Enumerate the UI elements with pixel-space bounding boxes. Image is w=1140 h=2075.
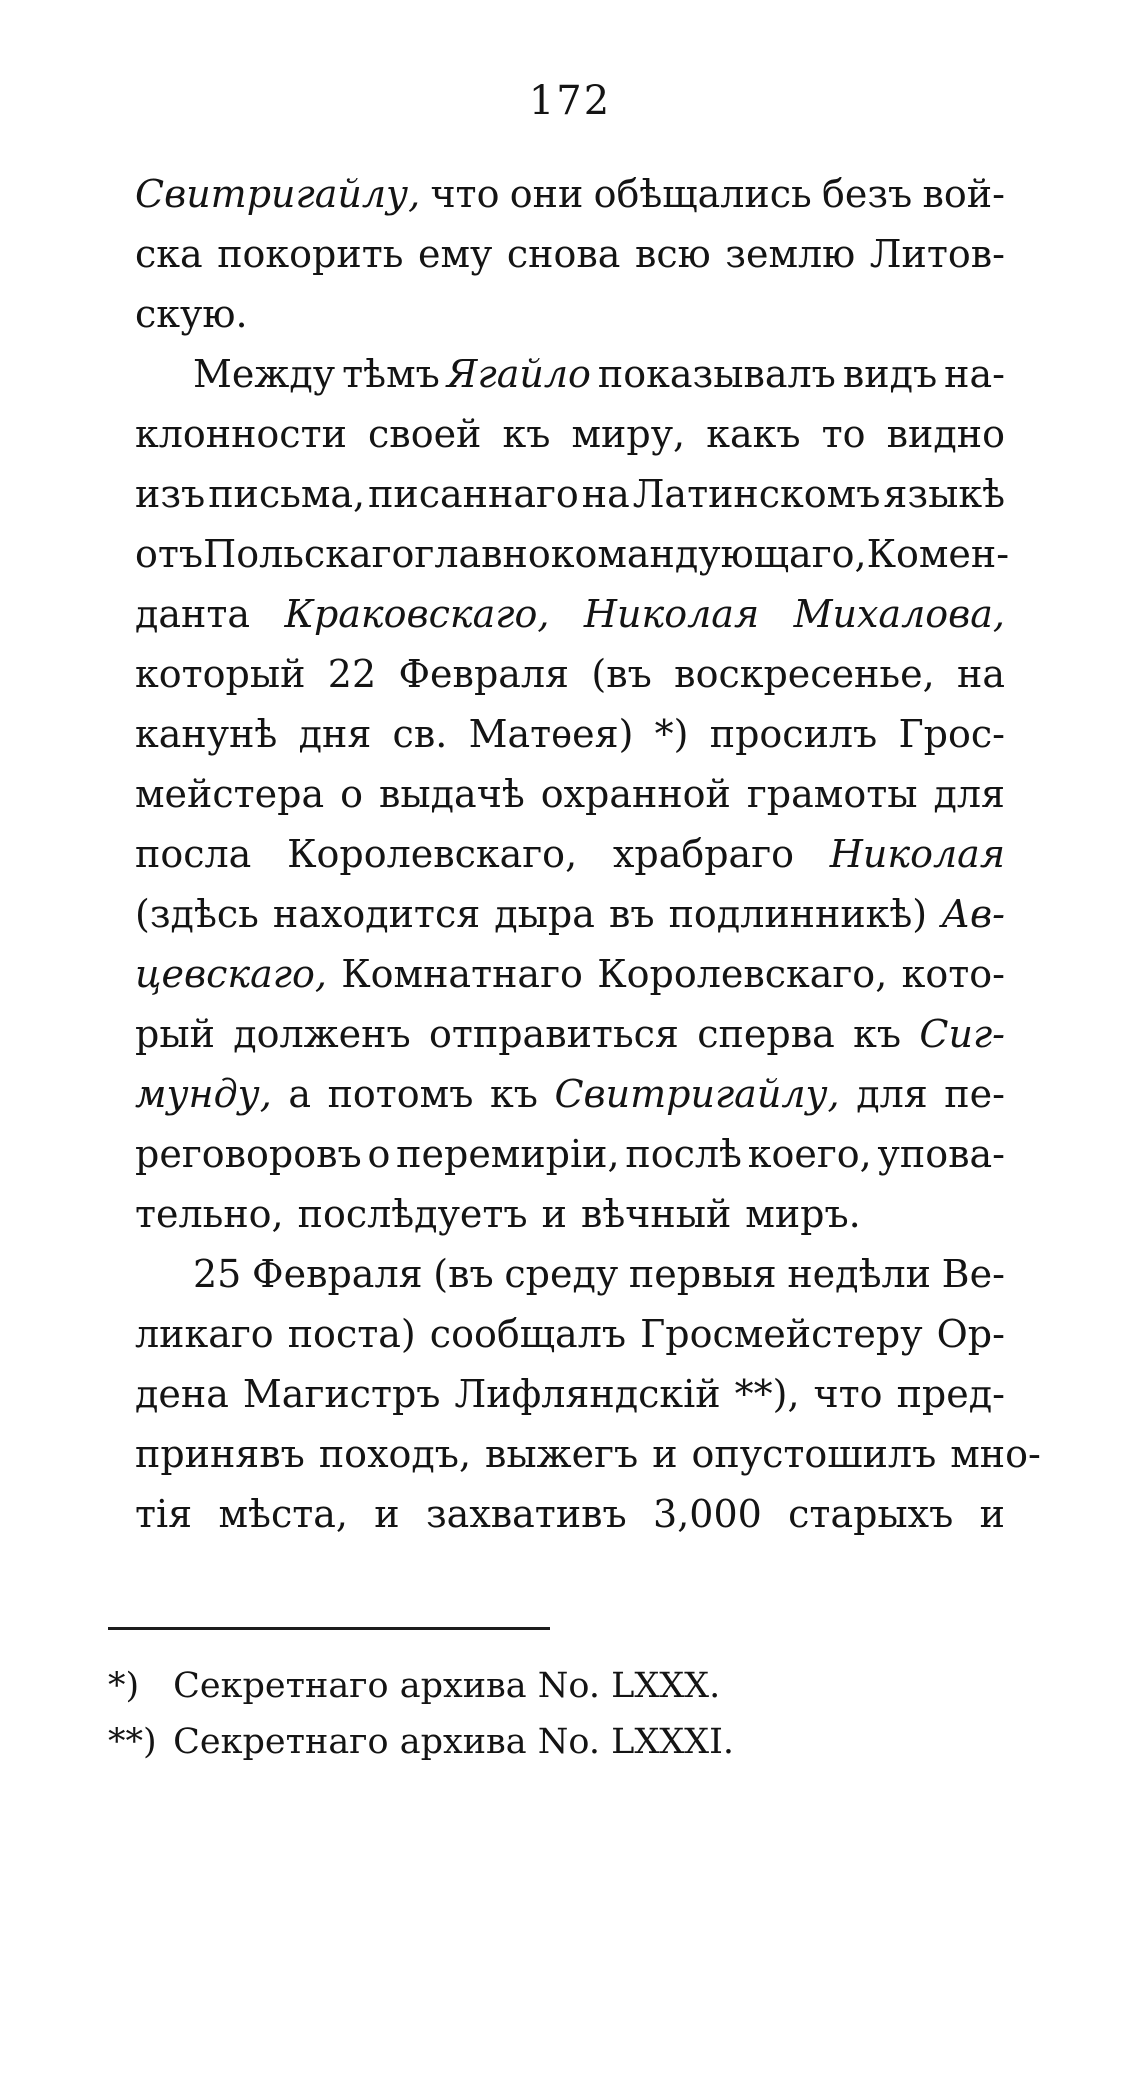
word: пе- xyxy=(944,1072,1005,1116)
word: тельно, xyxy=(135,1192,284,1236)
word: на- xyxy=(944,352,1005,396)
word: просилъ xyxy=(709,712,878,756)
text-line xyxy=(135,764,1005,824)
word: вой- xyxy=(922,172,1005,216)
text-line xyxy=(135,164,1005,224)
word: для xyxy=(933,772,1005,816)
word: среду xyxy=(504,1252,619,1296)
word: Комнатнаго xyxy=(341,952,583,996)
word: мейстера xyxy=(135,772,325,816)
word: (въ xyxy=(591,652,652,696)
word: канунѣ xyxy=(135,712,278,756)
word: въ xyxy=(608,892,655,936)
italic-word: Свитригайлу, xyxy=(135,172,421,216)
word: св. xyxy=(392,712,448,756)
word: кото- xyxy=(901,952,1005,996)
word: дыра xyxy=(494,892,595,936)
italic-word: мунду, xyxy=(135,1072,272,1116)
footnotes xyxy=(108,1658,1008,1770)
word: рый xyxy=(135,1012,215,1056)
word: отправиться xyxy=(429,1012,679,1056)
word: о xyxy=(367,1132,391,1176)
word: изъ xyxy=(135,472,206,516)
word: потомъ xyxy=(327,1072,474,1116)
footnote-text: Секретнаго архива No. LXXX. xyxy=(173,1666,721,1706)
word: своей xyxy=(368,412,482,456)
word: мно- xyxy=(950,1432,1041,1476)
word: ска xyxy=(135,232,203,276)
word: перемиріи, xyxy=(396,1132,620,1176)
italic-word: Свитригайлу, xyxy=(554,1072,840,1116)
word: коего, xyxy=(747,1132,872,1176)
word: 22 xyxy=(327,652,377,696)
word: а xyxy=(288,1072,312,1116)
word: Польскаго xyxy=(203,532,415,576)
word: къ xyxy=(502,412,551,456)
word: охранной xyxy=(540,772,731,816)
word: Лифляндскій xyxy=(454,1372,721,1416)
text-line xyxy=(135,944,1005,1004)
word: клонности xyxy=(135,412,347,456)
word: миру, xyxy=(571,412,686,456)
word: воскресенье, xyxy=(674,652,935,696)
word: послѣдуетъ xyxy=(297,1192,528,1236)
word: миръ. xyxy=(745,1192,861,1236)
text-line xyxy=(135,1184,1005,1244)
word: языкѣ xyxy=(883,472,1005,516)
word: всю xyxy=(634,232,711,276)
text-line xyxy=(135,284,1005,344)
word: сперва xyxy=(697,1012,835,1056)
word: (здѣсь xyxy=(135,892,259,936)
word: Ор- xyxy=(936,1312,1005,1356)
word: ему xyxy=(417,232,493,276)
text-line xyxy=(135,404,1005,464)
footnote-mark: *) xyxy=(108,1666,140,1706)
word: пред- xyxy=(896,1372,1005,1416)
italic-word: Николая xyxy=(829,832,1005,876)
word: скую. xyxy=(135,292,248,336)
word: опустошилъ xyxy=(691,1432,937,1476)
word: данта xyxy=(135,592,251,636)
word: на xyxy=(581,472,630,516)
word: принявъ xyxy=(135,1432,305,1476)
word: видъ xyxy=(842,352,938,396)
text-line xyxy=(135,1064,1005,1124)
word: реговоровъ xyxy=(135,1132,362,1176)
word: снова xyxy=(506,232,621,276)
word: Гросмейстеру xyxy=(640,1312,923,1356)
text-line xyxy=(135,644,1005,704)
word: на xyxy=(957,652,1005,696)
word: вѣчный xyxy=(580,1192,732,1236)
word: тія xyxy=(135,1492,193,1536)
word: о xyxy=(340,772,364,816)
word: Февраля xyxy=(252,1252,423,1296)
word: дена xyxy=(135,1372,229,1416)
italic-word: Ав- xyxy=(941,892,1005,936)
word: Грос- xyxy=(898,712,1005,756)
word: главнокомандующаго, xyxy=(414,532,867,576)
footnote-1 xyxy=(108,1658,1008,1714)
word: Между xyxy=(193,352,336,396)
footnote-text: Секретнаго архива No. LXXXI. xyxy=(173,1722,735,1762)
word: послѣ xyxy=(625,1132,742,1176)
word: храбраго xyxy=(612,832,794,876)
word: первыя xyxy=(628,1252,777,1296)
word: Литов- xyxy=(869,232,1005,276)
word: Ве- xyxy=(941,1252,1005,1296)
word: старыхъ xyxy=(788,1492,954,1536)
word: тѣмъ xyxy=(342,352,440,396)
text-line xyxy=(135,884,1005,944)
word: что xyxy=(813,1372,883,1416)
word: они xyxy=(509,172,584,216)
word: который xyxy=(135,652,306,696)
italic-word: Николая xyxy=(583,592,760,636)
word: Февраля xyxy=(398,652,570,696)
word: видно xyxy=(886,412,1005,456)
word: *) xyxy=(654,712,689,756)
word: для xyxy=(856,1072,928,1116)
word: походъ, xyxy=(318,1432,472,1476)
word: землю xyxy=(725,232,856,276)
word: поста) xyxy=(287,1312,416,1356)
word: покорить xyxy=(217,232,404,276)
word: что xyxy=(430,172,500,216)
text-line xyxy=(135,1424,1041,1484)
italic-word: Сиг- xyxy=(919,1012,1005,1056)
word: мѣста, xyxy=(218,1492,348,1536)
word: ликаго xyxy=(135,1312,274,1356)
word: 25 xyxy=(193,1252,242,1296)
word: захвативъ xyxy=(425,1492,627,1536)
word: дня xyxy=(298,712,372,756)
word: и xyxy=(374,1492,400,1536)
page-number: 172 xyxy=(528,78,612,124)
word: и xyxy=(979,1492,1005,1536)
word: сообщалъ xyxy=(429,1312,627,1356)
word: находится xyxy=(272,892,481,936)
word: **), xyxy=(734,1372,800,1416)
word: и xyxy=(652,1432,678,1476)
word: Латинскомъ xyxy=(632,472,881,516)
italic-word: Ягайло xyxy=(446,352,591,396)
word: Королевскаго, xyxy=(597,952,888,996)
italic-word: Михалова, xyxy=(793,592,1005,636)
text-line xyxy=(135,524,1010,584)
text-line xyxy=(135,1124,1005,1184)
text-line xyxy=(135,584,1005,644)
text-line xyxy=(135,1484,1005,1544)
word: подлинникѣ) xyxy=(668,892,928,936)
footnote-2 xyxy=(108,1714,1008,1770)
word: то xyxy=(821,412,866,456)
text-line xyxy=(135,1364,1005,1424)
footnote-mark: **) xyxy=(108,1722,157,1762)
word: безъ xyxy=(821,172,913,216)
word: посла xyxy=(135,832,252,876)
text-line xyxy=(135,224,1005,284)
word: показывалъ xyxy=(597,352,836,396)
word: Магистръ xyxy=(242,1372,441,1416)
word: Королевскаго, xyxy=(287,832,578,876)
italic-word: Краковскаго, xyxy=(284,592,550,636)
word: писаннаго xyxy=(368,472,579,516)
word: грамоты xyxy=(746,772,918,816)
word: 3,000 xyxy=(653,1492,762,1536)
word: отъ xyxy=(135,532,204,576)
word: долженъ xyxy=(233,1012,411,1056)
text-line xyxy=(135,1004,1005,1064)
word: Матѳея) xyxy=(468,712,634,756)
word: выдачѣ xyxy=(379,772,525,816)
text-line xyxy=(135,704,1005,764)
word: къ xyxy=(853,1012,902,1056)
footnote-separator xyxy=(108,1627,550,1630)
word: обѣщались xyxy=(593,172,812,216)
word: (въ xyxy=(433,1252,494,1296)
text-line xyxy=(135,824,1005,884)
word: къ xyxy=(489,1072,538,1116)
word: и xyxy=(541,1192,567,1236)
word: письма, xyxy=(208,472,366,516)
text-line xyxy=(135,1244,1005,1304)
word: какъ xyxy=(706,412,801,456)
word: Комен- xyxy=(866,532,1010,576)
word: упова- xyxy=(877,1132,1005,1176)
italic-word: цевскаго, xyxy=(135,952,327,996)
word: выжегъ xyxy=(485,1432,639,1476)
text-line xyxy=(135,344,1005,404)
text-line xyxy=(135,1304,1005,1364)
text-line xyxy=(135,464,1005,524)
body-text xyxy=(135,164,1041,1544)
word: недѣли xyxy=(787,1252,931,1296)
